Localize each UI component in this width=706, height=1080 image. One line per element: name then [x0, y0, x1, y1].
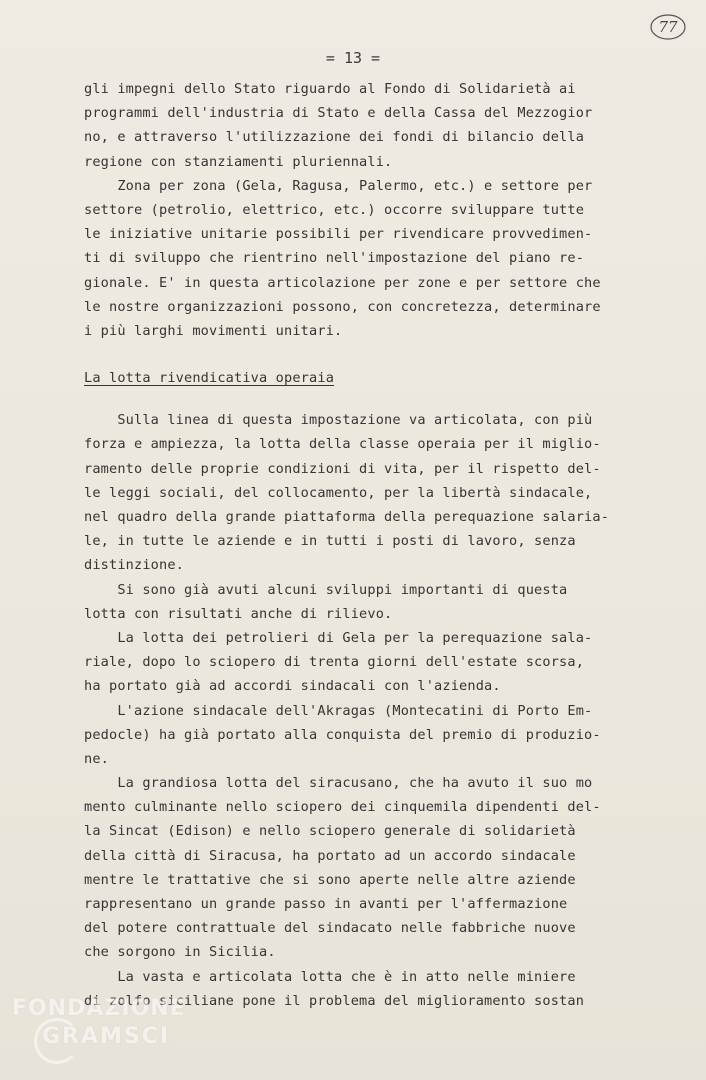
paragraph-4	[84, 578, 604, 626]
text-line: lotta con risultati anche di rilievo.	[84, 605, 393, 622]
text-line: riale, dopo lo sciopero di trenta giorni dell'estate scorsa,	[84, 654, 585, 671]
text-line: le nostre organizzazioni possono, con concretezza, determinare	[84, 298, 601, 315]
text-line: settore (petrolio, elettrico, etc.) occorre sviluppare tutte	[84, 201, 585, 218]
text-line: mentre le trattative che si sono aperte nelle altre aziende	[84, 871, 576, 888]
paragraph-2	[84, 174, 604, 343]
text-line: del potere contrattuale del sindacato nelle fabbriche nuove	[84, 920, 576, 937]
text-line: i più larghi movimenti unitari.	[84, 322, 343, 339]
paragraph-5	[84, 626, 604, 699]
text-line: La grandiosa lotta del siracusano, che ha avuto il suo mo	[84, 775, 593, 792]
text-line: Si sono già avuti alcuni sviluppi importanti di questa	[84, 581, 568, 598]
text-line: la Sincat (Edison) e nello sciopero generale di solidarietà	[84, 823, 576, 840]
document-body	[84, 77, 610, 1013]
text-line: mento culminante nello sciopero dei cinquemila dipendenti del-	[84, 799, 601, 816]
text-line: le leggi sociali, del collocamento, per la libertà sindacale,	[84, 484, 593, 501]
text-line: pedocle) ha già portato alla conquista del premio di produzio-	[84, 726, 601, 743]
text-line: forza e ampiezza, la lotta della classe operaia per il miglio-	[84, 436, 601, 453]
text-line: programmi dell'industria di Stato e della Cassa del Mezzogior	[84, 105, 593, 122]
section-heading: La lotta rivendicativa operaia	[84, 370, 335, 387]
text-line: no, e attraverso l'utilizzazione dei fondi di bilancio della	[84, 129, 585, 146]
paragraph-6	[84, 699, 604, 772]
text-line: le, in tutte le aziende e in tutti i posti di lavoro, senza	[84, 533, 576, 550]
text-line: rappresentano un grande passo in avanti per l'affermazione	[84, 896, 568, 912]
text-line: distinzione.	[84, 557, 185, 574]
text-line: La vasta e articolata lotta che è in atto nelle miniere	[84, 968, 576, 985]
text-line: che sorgono in Sicilia.	[84, 944, 276, 961]
text-line: della città di Siracusa, ha portato ad un accordo sindacale	[84, 847, 576, 864]
watermark-line1: FONDAZIONE	[12, 996, 186, 1021]
folio-number: 77	[658, 18, 678, 36]
text-line: di zolfo siciliane pone il problema del miglioramento sostan	[84, 992, 585, 1009]
text-line: gli impegni dello Stato riguardo al Fondo di Solidarietà ai	[84, 81, 576, 97]
text-line: regione con stanziamenti pluriennali.	[84, 153, 393, 170]
folio-stamp	[648, 12, 688, 42]
paragraph-1	[84, 77, 604, 174]
text-line: Zona per zona (Gela, Ragusa, Palermo, etc.) e settore per	[84, 177, 593, 194]
text-line: ha portato già ad accordi sindacali con l'azienda.	[84, 678, 501, 695]
text-line: nel quadro della grande piattaforma della perequazione salaria-	[84, 509, 610, 525]
paragraph-7	[84, 771, 604, 965]
text-line: La lotta dei petrolieri di Gela per la perequazione sala-	[84, 629, 593, 646]
text-line: ramento delle proprie condizioni di vita, per il rispetto del-	[84, 460, 601, 477]
text-line: ne.	[84, 750, 110, 767]
text-line: L'azione sindacale dell'Akragas (Montecatini di Porto Em-	[84, 702, 593, 719]
text-line: le iniziative unitarie possibili per rivendicare provvedimen-	[84, 226, 593, 243]
watermark-logo	[12, 996, 186, 1066]
watermark-line2: GRAMSCI	[42, 1024, 171, 1049]
text-line: ti di sviluppo che rientrino nell'impostazione del piano re-	[84, 250, 585, 267]
paragraph-3	[84, 408, 610, 577]
text-line: Sulla linea di questa impostazione va articolata, con più	[84, 412, 593, 429]
text-line: gionale. E' in questa articolazione per zone e per settore che	[84, 274, 601, 291]
page-number: = 13 =	[325, 49, 381, 67]
